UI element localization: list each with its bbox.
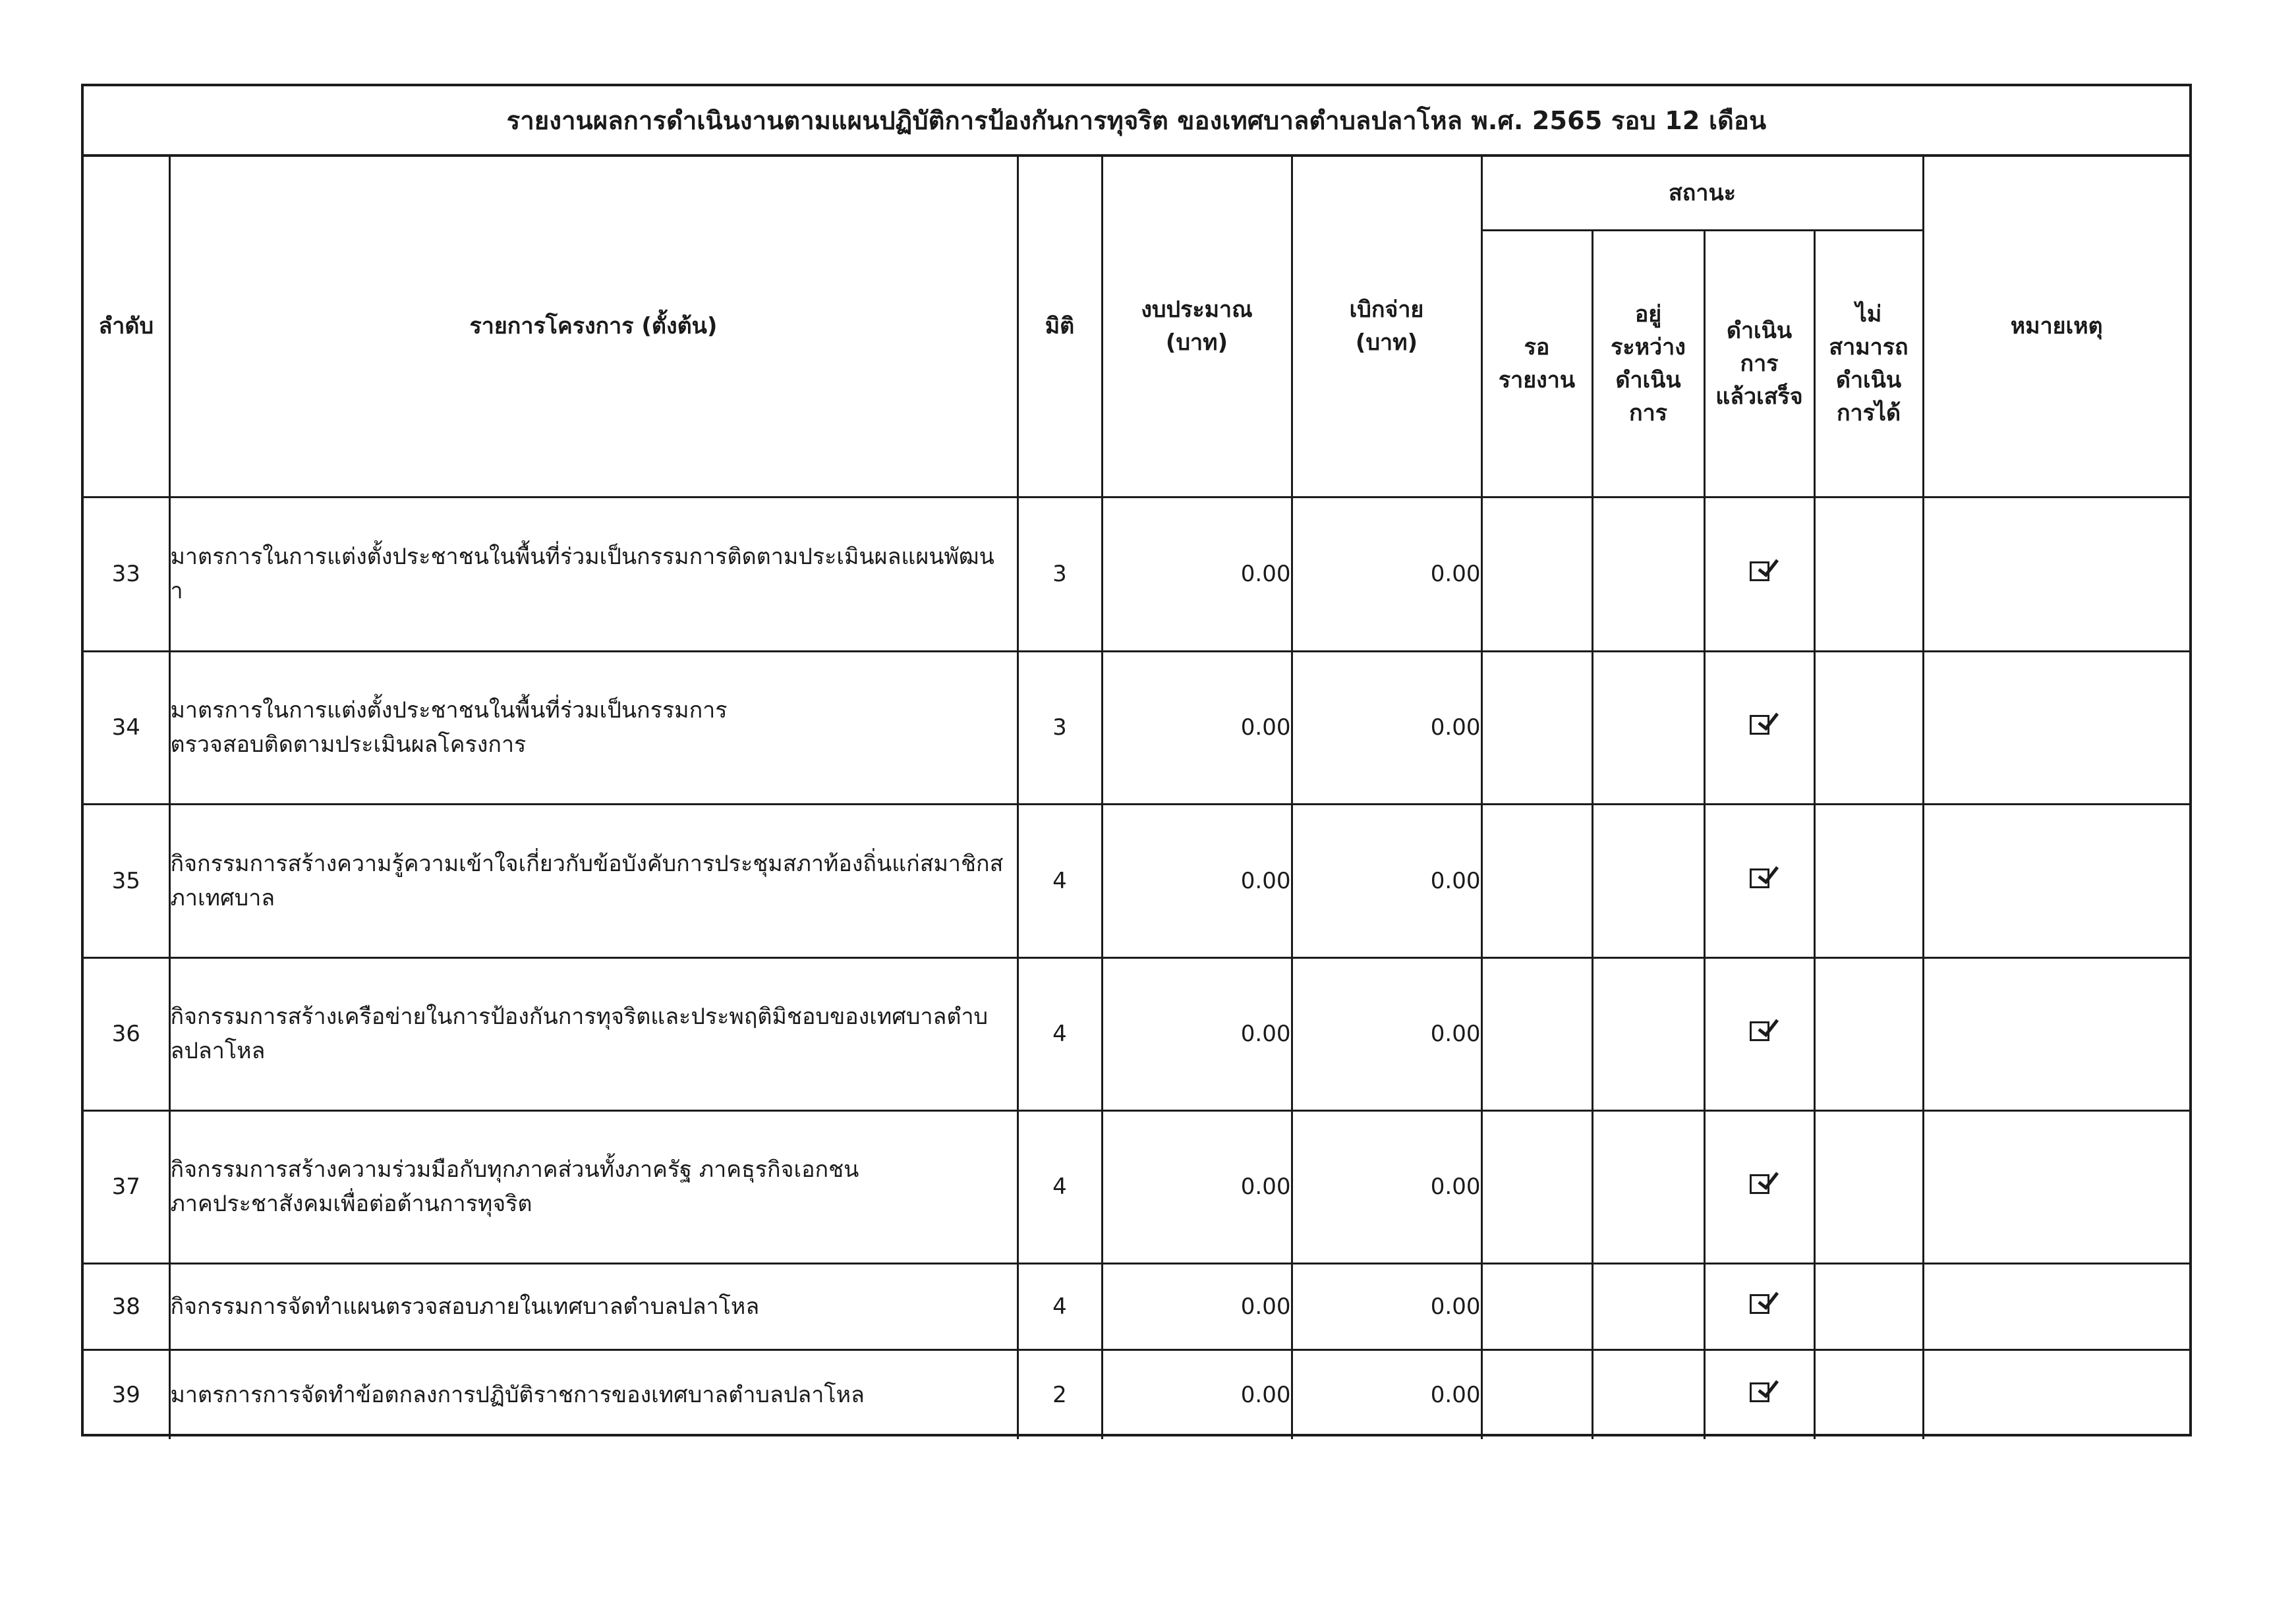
table-row	[84, 957, 2189, 1110]
row-status-in-progress	[1592, 1110, 1704, 1263]
row-status-waiting	[1481, 1349, 1592, 1439]
row-status-waiting	[1481, 804, 1592, 957]
row-dimension: 4	[1018, 957, 1102, 1110]
row-disbursed: 0.00	[1292, 497, 1481, 651]
row-status-unable	[1814, 804, 1923, 957]
project-table	[84, 157, 2189, 1439]
header-budget-line2: (บาท)	[1165, 329, 1228, 356]
row-project-name	[169, 1349, 1018, 1439]
row-no: 37	[84, 1110, 169, 1263]
row-project-name-line2: ลปลาโหล	[170, 1038, 266, 1064]
header-unable-line4: การได้	[1836, 399, 1901, 426]
row-project-name	[169, 804, 1018, 957]
header-no: ลำดับ	[84, 157, 169, 497]
row-status-waiting	[1481, 1110, 1592, 1263]
row-project-name	[169, 1110, 1018, 1263]
row-disbursed: 0.00	[1292, 651, 1481, 804]
row-project-name-line1: กิจกรรมการจัดทำแผนตรวจสอบภายในเทศบาลตำบลปลาโหล	[170, 1293, 760, 1320]
row-status-waiting	[1481, 1263, 1592, 1349]
header-budget-line1: งบประมาณ	[1141, 297, 1253, 324]
table-row	[84, 1110, 2189, 1263]
header-unable-line3: ดำเนิน	[1835, 366, 1902, 393]
checkbox-checked-icon	[1750, 561, 1769, 581]
row-budget: 0.00	[1102, 957, 1292, 1110]
row-dimension: 4	[1018, 804, 1102, 957]
row-project-name-line2: ภาคประชาสังคมเพื่อต่อต้านการทุจริต	[170, 1191, 532, 1217]
row-disbursed: 0.00	[1292, 1110, 1481, 1263]
checkbox-checked-icon	[1750, 715, 1769, 735]
row-status-waiting	[1481, 651, 1592, 804]
row-no: 38	[84, 1263, 169, 1349]
row-project-name-line2: า	[170, 578, 183, 604]
row-budget: 0.00	[1102, 804, 1292, 957]
row-project-name-line2: ภาเทศบาล	[170, 884, 275, 911]
header-status-in-progress	[1592, 230, 1704, 497]
checkbox-checked-icon	[1750, 1382, 1769, 1402]
report-title: รายงานผลการดำเนินงานตามแผนปฏิบัติการป้องกันการทุจริต ของเทศบาลตำบลปลาโหล พ.ศ. 2565 รอบ 12 เดือน	[84, 86, 2189, 157]
row-status-done	[1704, 1349, 1814, 1439]
row-remarks	[1923, 651, 2189, 804]
header-done-line1: ดำเนิน	[1726, 317, 1793, 344]
row-disbursed: 0.00	[1292, 804, 1481, 957]
row-project-name-line1: มาตรการในการแต่งตั้งประชาชนในพื้นที่ร่วมเป็นกรรมการ	[170, 697, 728, 724]
row-project-name-line1: กิจกรรมการสร้างความร่วมมือกับทุกภาคส่วนทั้งภาครัฐ ภาคธุรกิจเอกชน	[170, 1156, 859, 1183]
row-dimension: 4	[1018, 1263, 1102, 1349]
row-dimension: 4	[1018, 1110, 1102, 1263]
header-waiting-line1: รอ	[1524, 333, 1550, 360]
header-dimension: มิติ	[1018, 157, 1102, 497]
row-status-unable	[1814, 1110, 1923, 1263]
row-project-name	[169, 651, 1018, 804]
row-no: 34	[84, 651, 169, 804]
row-remarks	[1923, 1110, 2189, 1263]
row-status-in-progress	[1592, 497, 1704, 651]
row-status-done	[1704, 651, 1814, 804]
header-done-line2: การ	[1740, 350, 1779, 377]
table-row	[84, 497, 2189, 651]
checkbox-checked-icon	[1750, 1021, 1769, 1041]
row-status-unable	[1814, 957, 1923, 1110]
row-remarks	[1923, 804, 2189, 957]
row-dimension: 3	[1018, 651, 1102, 804]
table-row	[84, 1263, 2189, 1349]
row-disbursed: 0.00	[1292, 1349, 1481, 1439]
row-dimension: 2	[1018, 1349, 1102, 1439]
header-unable-line1: ไม่	[1855, 300, 1882, 327]
row-project-name	[169, 497, 1018, 651]
header-done-line3: แล้วเสร็จ	[1715, 383, 1803, 410]
row-budget: 0.00	[1102, 497, 1292, 651]
header-inprogress-line1: อยู่	[1634, 300, 1662, 327]
row-remarks	[1923, 497, 2189, 651]
row-project-name	[169, 957, 1018, 1110]
header-disbursed	[1292, 157, 1481, 497]
row-status-in-progress	[1592, 1349, 1704, 1439]
row-status-waiting	[1481, 497, 1592, 651]
header-disbursed-line2: (บาท)	[1355, 329, 1418, 356]
row-status-done	[1704, 804, 1814, 957]
row-status-done	[1704, 497, 1814, 651]
row-status-in-progress	[1592, 957, 1704, 1110]
table-row	[84, 651, 2189, 804]
row-remarks	[1923, 1349, 2189, 1439]
row-project-name-line1: กิจกรรมการสร้างความรู้ความเข้าใจเกี่ยวกับข้อบังคับการประชุมสภาท้องถิ่นแก่สมาชิกส	[170, 850, 1004, 877]
header-status-unable	[1814, 230, 1923, 497]
table-row	[84, 1349, 2189, 1439]
row-status-done	[1704, 1263, 1814, 1349]
header-inprogress-line4: การ	[1629, 399, 1667, 426]
header-inprogress-line3: ดำเนิน	[1615, 366, 1681, 393]
row-disbursed: 0.00	[1292, 957, 1481, 1110]
row-dimension: 3	[1018, 497, 1102, 651]
checkbox-checked-icon	[1750, 868, 1769, 888]
row-status-in-progress	[1592, 1263, 1704, 1349]
row-status-in-progress	[1592, 651, 1704, 804]
row-budget: 0.00	[1102, 1263, 1292, 1349]
row-budget: 0.00	[1102, 651, 1292, 804]
header-project: รายการโครงการ (ตั้งต้น)	[169, 157, 1018, 497]
row-status-unable	[1814, 1349, 1923, 1439]
row-status-done	[1704, 957, 1814, 1110]
header-inprogress-line2: ระหว่าง	[1611, 333, 1686, 360]
row-project-name	[169, 1263, 1018, 1349]
header-status-done	[1704, 230, 1814, 497]
checkbox-checked-icon	[1750, 1294, 1769, 1314]
header-status-waiting	[1481, 230, 1592, 497]
row-status-unable	[1814, 651, 1923, 804]
row-disbursed: 0.00	[1292, 1263, 1481, 1349]
row-no: 33	[84, 497, 169, 651]
row-project-name-line2: ตรวจสอบติดตามประเมินผลโครงการ	[170, 731, 527, 758]
row-no: 39	[84, 1349, 169, 1439]
header-budget	[1102, 157, 1292, 497]
header-unable-line2: สามารถ	[1829, 333, 1909, 360]
row-no: 36	[84, 957, 169, 1110]
row-budget: 0.00	[1102, 1110, 1292, 1263]
header-disbursed-line1: เบิกจ่าย	[1349, 297, 1424, 324]
row-project-name-line1: มาตรการการจัดทำข้อตกลงการปฏิบัติราชการของเทศบาลตำบลปลาโหล	[170, 1381, 865, 1408]
report-sheet	[81, 84, 2192, 1436]
row-status-unable	[1814, 1263, 1923, 1349]
row-remarks	[1923, 1263, 2189, 1349]
header-remarks: หมายเหตุ	[1923, 157, 2189, 497]
header-row-1	[84, 157, 2189, 230]
row-project-name-line1: กิจกรรมการสร้างเครือข่ายในการป้องกันการทุจริตและประพฤติมิชอบของเทศบาลตำบ	[170, 1004, 989, 1030]
row-no: 35	[84, 804, 169, 957]
header-status: สถานะ	[1481, 157, 1923, 230]
row-remarks	[1923, 957, 2189, 1110]
row-status-waiting	[1481, 957, 1592, 1110]
row-status-in-progress	[1592, 804, 1704, 957]
row-status-done	[1704, 1110, 1814, 1263]
checkbox-checked-icon	[1750, 1174, 1769, 1194]
row-status-unable	[1814, 497, 1923, 651]
header-waiting-line2: รายงาน	[1498, 366, 1576, 393]
row-budget: 0.00	[1102, 1349, 1292, 1439]
row-project-name-line1: มาตรการในการแต่งตั้งประชาชนในพื้นที่ร่วมเป็นกรรมการติดตามประเมินผลแผนพัฒน	[170, 544, 994, 570]
table-row	[84, 804, 2189, 957]
